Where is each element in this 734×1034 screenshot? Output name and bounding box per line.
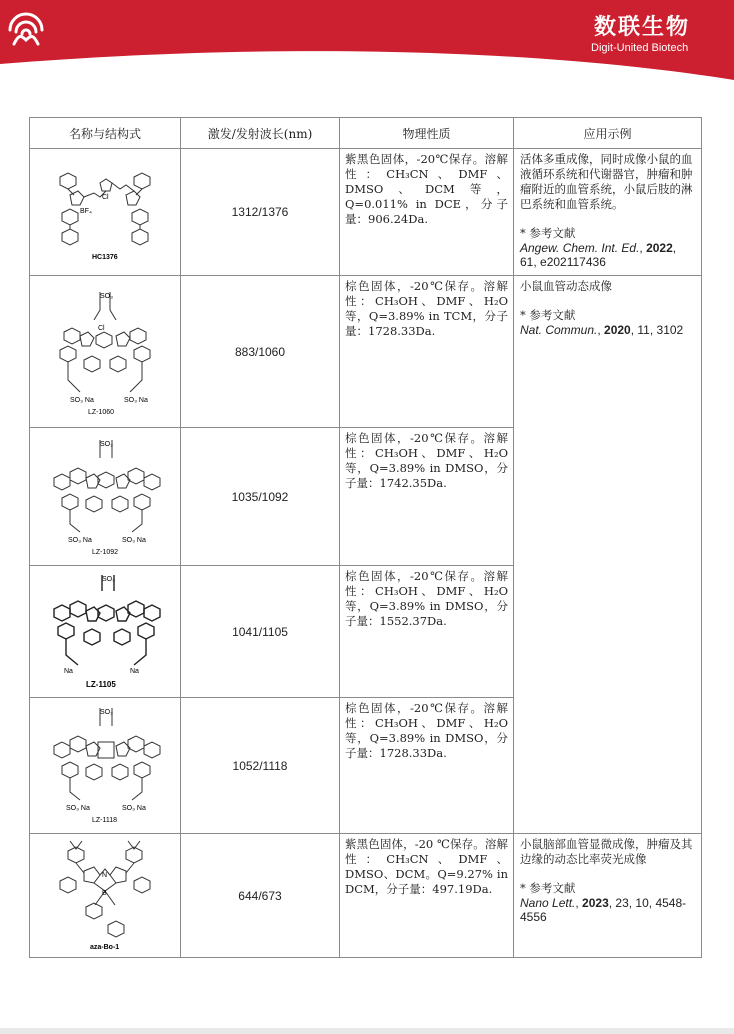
reference-rest: , 11, 3102: [630, 323, 684, 337]
svg-text:SO₃: SO₃: [100, 708, 113, 716]
svg-text:SO₃ Na: SO₃ Na: [122, 804, 146, 812]
reference-journal: Nano Lett.: [520, 896, 576, 910]
table-row: [30, 834, 702, 958]
wavelength-cell: 644/673: [181, 834, 340, 958]
reference-rest: , 23, 10, 4548-4556: [520, 896, 687, 924]
lz-1092-structure-diagram: [40, 432, 170, 558]
brand-logo-icon: [0, 0, 52, 52]
svg-text:Cl: Cl: [102, 194, 109, 201]
reference-citation: Angew. Chem. Int. Ed., 2022, 61, e202117436: [520, 241, 677, 269]
reference-label: * 参考文献: [520, 881, 576, 895]
svg-text:SO₃ Na: SO₃ Na: [122, 536, 146, 544]
properties-cell: 紫黑色固体，-20 ℃保存。溶解性：CH₃CN、DMF、DMSO、DCM。Q=9.27% in DCM，分子量：497.19Da.: [340, 834, 514, 958]
brand-name-cn: 数联生物: [594, 15, 691, 40]
reference-citation: Nat. Commun., 2020, 11, 3102: [520, 323, 684, 337]
svg-text:B: B: [102, 889, 107, 897]
svg-text:SO₃ Na: SO₃ Na: [66, 804, 90, 812]
lz-1105-structure-diagram: [40, 569, 170, 691]
wavelength-cell: 1041/1105: [181, 566, 340, 698]
reference-journal: Angew. Chem. Int. Ed.: [520, 241, 640, 255]
reference-label: * 参考文献: [520, 226, 576, 240]
table-row: [30, 149, 702, 276]
product-table: [29, 117, 702, 958]
page-bottom-edge: [0, 1028, 734, 1034]
properties-cell: 棕色固体，-20℃保存。溶解性：CH₃OH、DMF、H₂O等，Q=3.89% in TCM，分子量：1728.33Da.: [340, 276, 514, 428]
properties-cell: 棕色固体，-20℃保存。溶解性：CH₃OH、DMF、H₂O等，Q=3.89% in DMSO，分子量：1728.33Da.: [340, 698, 514, 834]
properties-cell: 棕色固体，-20℃保存。溶解性：CH₃OH、DMF、H₂O等，Q=3.89% in DMSO，分子量：1552.37Da.: [340, 566, 514, 698]
reference-journal: Nat. Commun.: [520, 323, 598, 337]
svg-text:N: N: [102, 871, 108, 879]
structure-cell: [30, 566, 181, 698]
header-application: 应用示例: [514, 118, 702, 149]
wavelength-cell: 1312/1376: [181, 149, 340, 276]
compound-label: LZ-1060: [88, 408, 115, 416]
compound-label: LZ-1118: [92, 816, 118, 824]
structure-cell: [30, 428, 181, 566]
reference-citation: Nano Lett., 2023, 23, 10, 4548-4556: [520, 896, 687, 924]
svg-text:Na: Na: [64, 667, 73, 675]
svg-text:SO₃: SO₃: [100, 292, 113, 300]
svg-text:SO₃ Na: SO₃ Na: [68, 536, 92, 544]
application-cell: [514, 834, 702, 958]
reference-label: * 参考文献: [520, 308, 576, 322]
wavelength-cell: 1052/1118: [181, 698, 340, 834]
svg-text:SO₃ Na: SO₃ Na: [124, 396, 148, 404]
wavelength-cell: 1035/1092: [181, 428, 340, 566]
properties-cell: 棕色固体，-20℃保存。溶解性：CH₃OH、DMF、H₂O等，Q=3.89% in DMSO，分子量：1742.35Da.: [340, 428, 514, 566]
reference-year: 2023: [582, 896, 609, 910]
structure-cell: [30, 834, 181, 958]
header-wavelength: 激发/发射波长(nm): [181, 118, 340, 149]
structure-cell: [30, 149, 181, 276]
svg-text:BF₄: BF₄: [80, 208, 92, 215]
brand-name-en: Digit-United Biotech: [591, 42, 689, 54]
header-name-structure: 名称与结构式: [30, 118, 181, 149]
structure-cell: [30, 698, 181, 834]
application-text: 小鼠脑部血管显微成像，肿瘤及其边缘的动态比率荧光成像: [520, 837, 693, 866]
svg-text:SO₃: SO₃: [102, 575, 115, 583]
compound-label: LZ-1105: [86, 679, 116, 689]
svg-text:Cl: Cl: [98, 324, 105, 332]
svg-text:Na: Na: [130, 667, 139, 675]
reference-year: 2020: [604, 323, 631, 337]
reference-rest: , 61, e202117436: [520, 241, 677, 269]
wavelength-cell: 883/1060: [181, 276, 340, 428]
lz-1060-structure-diagram: [40, 280, 170, 420]
hc1376-structure-diagram: [40, 155, 170, 265]
aza-bo-1-structure-diagram: [40, 835, 170, 953]
compound-label: HC1376: [92, 254, 118, 261]
page-header: [0, 0, 734, 82]
svg-text:SO₃ Na: SO₃ Na: [70, 396, 94, 404]
application-cell: [514, 276, 702, 834]
application-text: 活体多重成像，同时成像小鼠的血液循环系统和代谢器官，肿瘤和肿瘤附近的血管系统，小鼠后肢的淋巴系统和血管系统。: [520, 152, 693, 211]
structure-cell: [30, 276, 181, 428]
table-header-row: [30, 118, 702, 149]
application-text: 小鼠血管动态成像: [520, 279, 612, 293]
table-row: [30, 276, 702, 428]
compound-label: LZ-1092: [92, 548, 119, 556]
properties-cell: 紫黑色固体，-20℃保存。溶解性：CH₃CN、DMF、DMSO、DCM等，Q=0.011% in DCE，分子量：906.24Da.: [340, 149, 514, 276]
header-properties: 物理性质: [340, 118, 514, 149]
svg-text:SO₃: SO₃: [100, 440, 113, 448]
compound-label: aza-Bo-1: [90, 943, 120, 951]
application-cell: [514, 149, 702, 276]
reference-year: 2022: [646, 241, 673, 255]
lz-1118-structure-diagram: [40, 702, 170, 826]
